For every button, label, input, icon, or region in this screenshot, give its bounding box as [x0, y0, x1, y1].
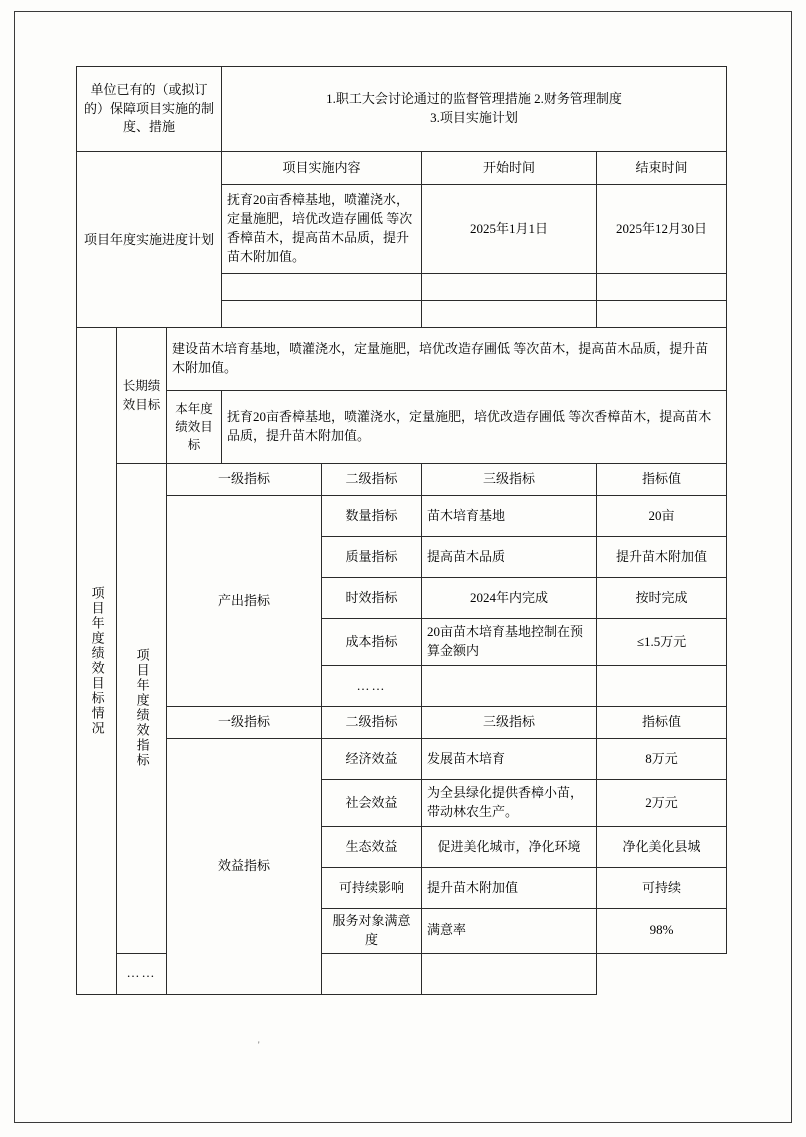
existing-systems-line-1: 1.职工大会讨论通过的监督管理措施 2.财务管理制度 — [326, 91, 622, 107]
long-term-goal-text: 建设苗木培育基地，喷灌浇水，定量施肥，培优改造存圃低 等次苗木，提高苗木品质，提升苗木附加值。 — [167, 328, 727, 391]
indicator-level2: 数量指标 — [322, 496, 422, 537]
indicator-header-level3: 三级指标 — [422, 464, 597, 496]
indicator-header-level1: 一级指标 — [167, 707, 322, 739]
indicator-header-value: 指标值 — [597, 464, 727, 496]
table-row — [77, 496, 727, 537]
current-year-goal-text: 抚育20亩香樟基地，喷灌浇水，定量施肥，培优改造存圃低 等次香樟苗木，提高苗木品质，提升苗木附加值。 — [222, 391, 727, 464]
indicator-header-level3: 三级指标 — [422, 707, 597, 739]
indicator-level2: 经济效益 — [322, 739, 422, 780]
indicator-header-level1: 一级指标 — [167, 464, 322, 496]
indicator-value: ≤1.5万元 — [597, 619, 727, 666]
current-year-goal-label — [167, 391, 222, 464]
indicator-value: 20亩 — [597, 496, 727, 537]
indicator-level3: 苗木培育基地 — [422, 496, 597, 537]
indicator-level3: 提高苗木品质 — [422, 537, 597, 578]
indicator-value — [597, 666, 727, 707]
schedule-row-end — [597, 301, 727, 328]
indicator-level2: 服务对象满意度 — [322, 909, 422, 954]
long-term-goal-label — [117, 328, 167, 464]
indicator-level3: 满意率 — [422, 909, 597, 954]
table-row — [77, 464, 727, 496]
performance-section-label — [77, 328, 117, 995]
indicator-level3: 提升苗木附加值 — [422, 868, 597, 909]
current-year-goal-label-text: 本年度绩效目标 — [175, 401, 213, 453]
indicator-value: 98% — [597, 909, 727, 954]
schedule-row-content — [222, 301, 422, 328]
performance-indicator-label — [117, 464, 167, 954]
existing-systems-line-2: 3.项目实施计划 — [430, 110, 518, 125]
indicator-level1-benefit: 效益指标 — [167, 739, 322, 995]
schedule-row-start: 2025年1月1日 — [422, 185, 597, 274]
indicator-header-level2: 二级指标 — [322, 464, 422, 496]
schedule-row-content: 抚育20亩香樟基地，喷灌浇水，定量施肥，培优改造存圃低 等次香樟苗木，提高苗木品质，提升苗木附加值。 — [222, 185, 422, 274]
performance-indicator-label-text: 项目年度绩效指标 — [134, 648, 150, 769]
indicator-level2: 可持续影响 — [322, 868, 422, 909]
indicator-level3: 为全县绿化提供香樟小苗， 带动林农生产。 — [422, 780, 597, 827]
indicator-value: 按时完成 — [597, 578, 727, 619]
indicator-value: 可持续 — [597, 868, 727, 909]
indicator-level2: 质量指标 — [322, 537, 422, 578]
performance-section-label-text: 项目年度绩效目标情况 — [89, 585, 105, 736]
schedule-header-start: 开始时间 — [422, 152, 597, 185]
indicator-value: 提升苗木附加值 — [597, 537, 727, 578]
annual-schedule-label — [77, 152, 222, 328]
indicator-value: 8万元 — [597, 739, 727, 780]
table-row — [77, 328, 727, 391]
schedule-row-end: 2025年12月30日 — [597, 185, 727, 274]
indicator-header-level2: 二级指标 — [322, 707, 422, 739]
indicator-level3: 20亩苗木培育基地控制在预 算金额内 — [422, 619, 597, 666]
indicator-level2: …… — [117, 953, 167, 994]
table-row — [77, 67, 727, 152]
budget-performance-table — [76, 66, 727, 995]
schedule-row-end — [597, 274, 727, 301]
indicator-level3 — [322, 953, 422, 994]
indicator-value: 2万元 — [597, 780, 727, 827]
indicator-level2: 生态效益 — [322, 827, 422, 868]
indicator-level2: 成本指标 — [322, 619, 422, 666]
indicator-level3: 2024年内完成 — [422, 578, 597, 619]
indicator-header-value: 指标值 — [597, 707, 727, 739]
schedule-header-content: 项目实施内容 — [222, 152, 422, 185]
table-row — [77, 152, 727, 185]
existing-systems-label: 单位已有的（或拟订的）保障项目实施的制度、措施 — [77, 67, 222, 152]
table-row — [77, 739, 727, 780]
long-term-goal-label-text: 长期绩效目标 — [122, 379, 161, 412]
indicator-value — [422, 953, 597, 994]
indicator-level1-output: 产出指标 — [167, 496, 322, 707]
indicator-level2: 时效指标 — [322, 578, 422, 619]
schedule-row-start — [422, 274, 597, 301]
indicator-level3: 发展苗木培育 — [422, 739, 597, 780]
schedule-row-content — [222, 274, 422, 301]
existing-systems-value — [222, 67, 727, 152]
schedule-header-end: 结束时间 — [597, 152, 727, 185]
indicator-level2: …… — [322, 666, 422, 707]
page-footer-mark: ' — [258, 1040, 260, 1050]
table-row — [77, 391, 727, 464]
indicator-value: 净化美化县城 — [597, 827, 727, 868]
indicator-level3 — [422, 666, 597, 707]
annual-schedule-label-text: 项目年度实施进度计划 — [84, 231, 215, 247]
form-sheet — [76, 66, 726, 995]
schedule-row-start — [422, 301, 597, 328]
table-row — [77, 707, 727, 739]
indicator-level2: 社会效益 — [322, 780, 422, 827]
indicator-level3: 促进美化城市，净化环境 — [422, 827, 597, 868]
